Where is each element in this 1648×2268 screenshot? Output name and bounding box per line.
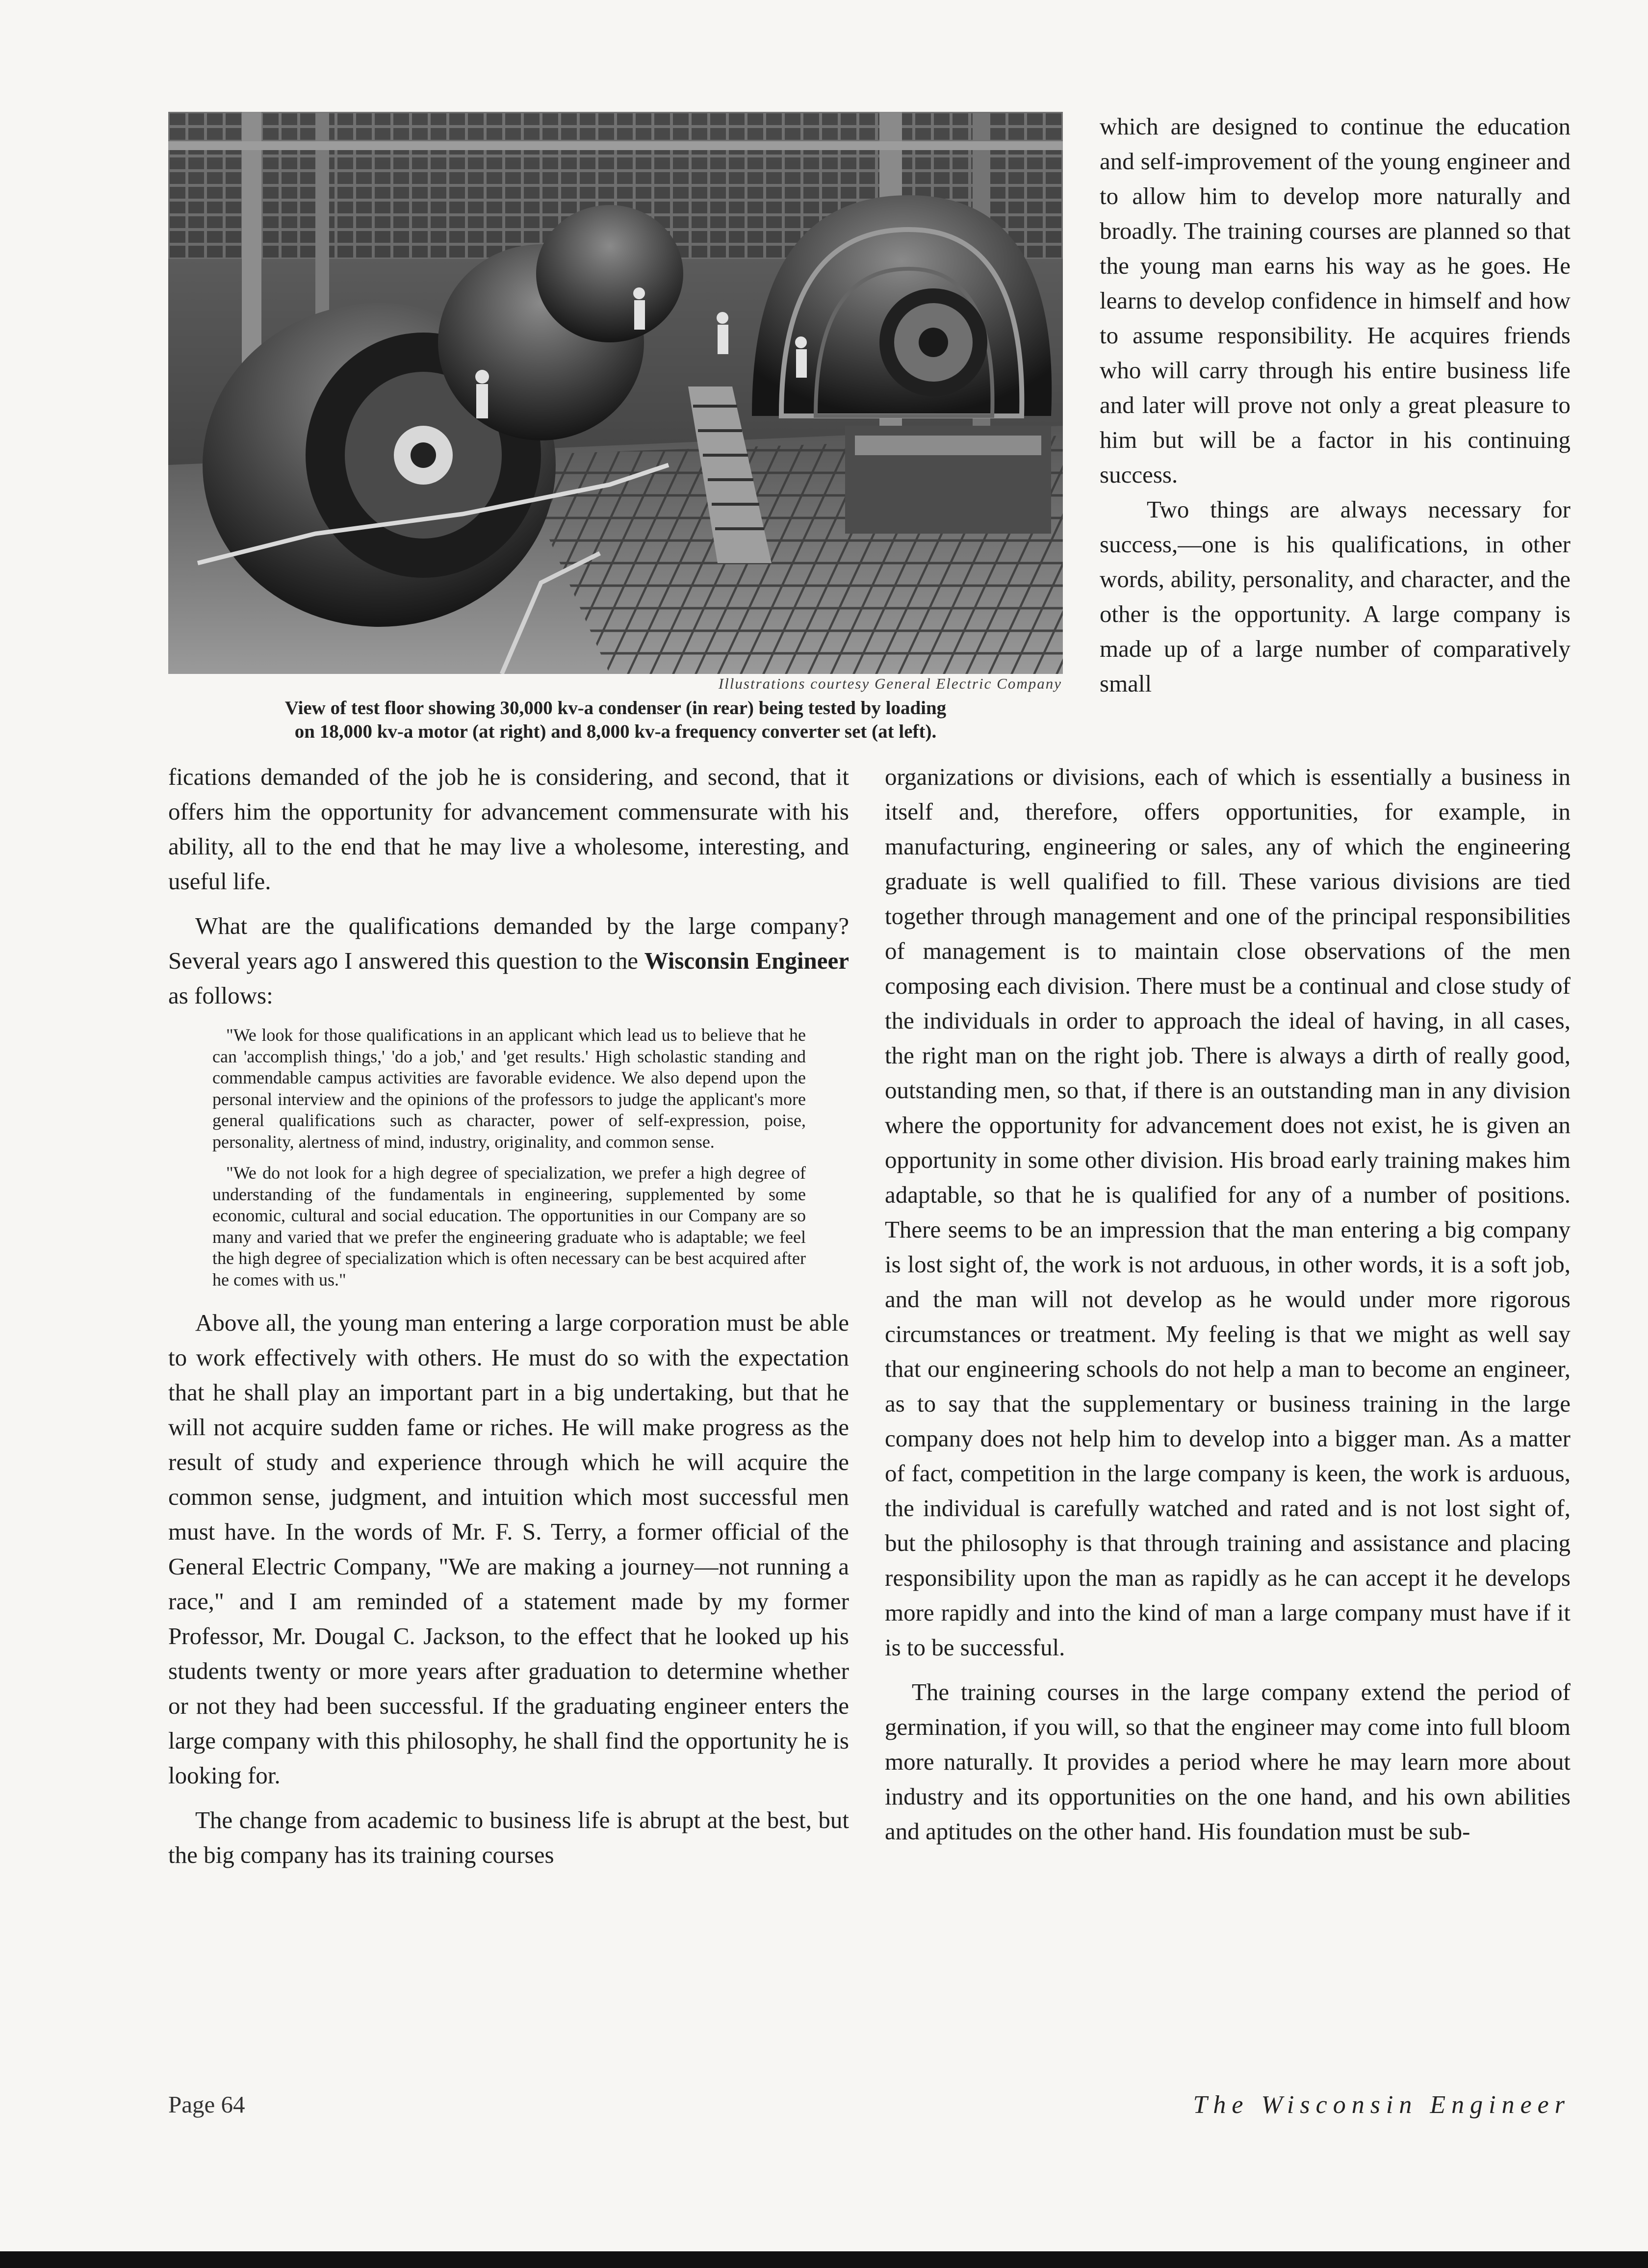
- paragraph-germination: The training courses in the large company extend the period of germination, if you will, so that the engineer may come into full bloom more naturally. It provides a period where he may learn more about industry and its opportunities on the one hand, and his own abilities and aptitudes on the other hand. His foundation must be sub-: [885, 1678, 1571, 1845]
- qualifications-text: What are the qualifications demanded by the large company? Several years ago I answered this question to the: [168, 912, 849, 974]
- quote-paragraph-2: "We do not look for a high degree of specialization, we prefer a high degree of understanding of the fundamentals in engineering, supplemented by some economic, cultural and social education. The opportunities in our Company are so many and varied that we prefer the engineering graduate who is adaptable; we feel the high degree of specialization which is often necessary can be best acquired after he comes with us.": [212, 1163, 806, 1289]
- paragraph-above-all: Above all, the young man entering a large corporation must be able to work effectively with others. He must do so with the expectation that he shall play an important part in a big undertaking, but that he will not acquire sudden fame or riches. He will make progress as the result of study and experience through which he will acquire the common sense, judgment, and intuition which most successful men must have. In the words of Mr. F. S. Terry, a former official of the General Electric Company, "We are making a journey—not running a race," and I am reminded of a statement made by my former Professor, Mr. Dougal C. Jackson, to the effect that he looked up his students twenty or more years after graduation to determine whether or not they had been successful. If the graduating engineer enters the large company with this philosophy, he shall find the opportunity he is looking for.: [168, 1309, 849, 1789]
- photo-caption: [147, 696, 1084, 744]
- journal-title: The Wisconsin Engineer: [1193, 2091, 1571, 2119]
- paragraph-fications: fications demanded of the job he is considering, and second, that it offers him the opportunity for advancement commensurate with his ability, all to the end that he may live a wholesome, interesting, and useful life.: [168, 763, 849, 895]
- paragraph-organizations: organizations or divisions, each of which is essentially a business in itself and, therefore, offers opportunities, for example, in manufacturing, engineering or sales, any of which the engineering graduate is well qualified to fill. These various divisions are tied together through management and one of the principal responsibilities of management is to maintain close observations of the men composing each division. There must be a continual and close study of the individuals in order to approach the ideal of having, in all cases, the right man on the right job. There is always a dirth of really good, outstanding men, so that, if there is an outstanding man in any division where the opportunity for advancement does not exist, he is given an opportunity in some other division. His broad early training makes him adaptable, so that he is qualified for any of a number of positions. There seems to be an impression that the man entering a big company is lost sight of, the work is not arduous, in other words, it is a soft job, and the man will not develop as he would under more rigorous circumstances or treatment. My feeling is that we might as well say that our engineering schools do not help a man to become an engineer, as to say that the supplementary or business training in the large company does not help him to develop into a bigger man. As a matter of fact, competition in the large company is keen, the work is arduous, the individual is carefully watched and rated and is not lost sight of, but the philosophy is that through training and assistance and placing responsibility upon the man as rapidly as he can accept it he develops more rapidly and into the kind of man a large company must have if it is to be successful.: [885, 763, 1571, 1661]
- test-floor-photo: [168, 112, 1063, 674]
- paragraph-two-things: Two things are always necessary for success,—one is his qualifications, in other words, ability, personality, and character, and the other is the opportunity. A large company is made up of a large number of comparatively small: [1100, 496, 1571, 697]
- paragraph-change: The change from academic to business life is abrupt at the best, but the big company has its training courses: [168, 1806, 849, 1868]
- page-number: Page 64: [168, 2091, 245, 2118]
- paragraph-qualifications: [168, 908, 849, 1013]
- right-column: [885, 759, 1571, 1849]
- journal-name-bold: Wisconsin Engineer: [644, 947, 850, 974]
- test-floor-illustration: [168, 112, 1063, 674]
- caption-line-2: on 18,000 kv-a motor (at right) and 8,000 kv-a frequency converter set (at left).: [294, 721, 937, 742]
- top-right-column: [1100, 109, 1571, 701]
- scan-edge: [0, 2251, 1648, 2268]
- qualifications-tail: as follows:: [168, 982, 273, 1009]
- photo-credit: Illustrations courtesy General Electric Company: [718, 675, 1062, 692]
- quote-paragraph-1: "We look for those qualifications in an applicant which lead us to believe that he can 'accomplish things,' 'do a job,' and 'get results.' High scholastic standing and commendable campus activities are favorable evidence. We also depend upon the personal interview and the opinions of the professors to judge the applicant's more general qualifications such as character, power of self-expression, poise, personality, alertness of mind, industry, originality, and common sense.: [212, 1025, 806, 1152]
- paragraph-training-courses: which are designed to continue the education and self-improvement of the young engineer and to allow him to develop more naturally and broadly. The training courses are planned so that the young man earns his way as he goes. He learns to develop confidence in himself and how to assume responsibility. He acquires friends who will carry through his entire business life and later will prove not only a great pleasure to him but will be a factor in his continuing success.: [1100, 113, 1571, 488]
- block-quote: [212, 1025, 806, 1290]
- left-column: [168, 759, 849, 1872]
- caption-line-1: View of test floor showing 30,000 kv-a condenser (in rear) being tested by loading: [284, 697, 947, 719]
